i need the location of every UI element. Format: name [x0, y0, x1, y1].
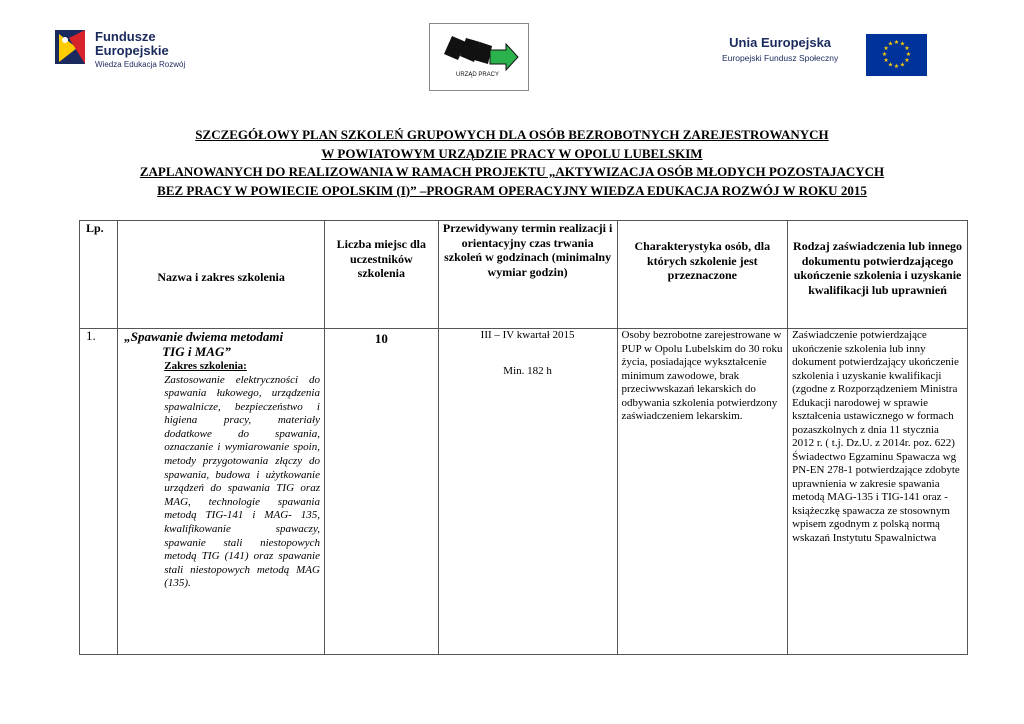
- row-lp: 1.: [80, 329, 118, 655]
- ue-subtitle: Europejski Fundusz Społeczny: [722, 53, 839, 63]
- fe-line1: Fundusze: [95, 29, 156, 44]
- row-name-cell: [118, 329, 325, 655]
- title-line2: W POWIATOWYM URZĄDZIE PRACY W OPOLU LUBELSKIM: [321, 145, 703, 161]
- header-certificate: Rodzaj zaświadczenia lub innego dokumentu potwierdzającego ukończenie szkolenia i uzyskanie kwalifikacji lub uprawnień: [788, 221, 968, 329]
- title-line4: BEZ PRACY W POWIECIE OPOLSKIM (I)” –PROGRAM OPERACYJNY WIEDZA EDUKACJA ROZWÓJ W ROKU 2015: [157, 182, 867, 198]
- header-name: Nazwa i zakres szkolenia: [118, 221, 325, 329]
- scope-label: Zakres szkolenia:: [164, 360, 247, 372]
- header-characteristics: Charakterystyka osób, dla których szkolenie jest przeznaczone: [617, 221, 788, 329]
- svg-text:★: ★: [893, 39, 900, 46]
- course-title-line1: „Spawanie dwiema metodami: [124, 329, 284, 344]
- eu-flag-icon: [866, 34, 927, 76]
- svg-text:★: ★: [893, 63, 900, 70]
- course-title-line2: TIG i MAG”: [162, 344, 231, 359]
- svg-text:★: ★: [904, 57, 910, 64]
- ue-title: Unia Europejska: [729, 35, 832, 50]
- fe-line3: Wiedza Edukacja Rozwój: [95, 60, 186, 69]
- fe-line2: Europejskie: [95, 43, 169, 58]
- fundusze-europejskie-logo: [55, 26, 215, 71]
- table-row: [80, 329, 968, 655]
- svg-text:★: ★: [887, 40, 894, 48]
- fe-star-icon: [55, 28, 91, 68]
- title-line3: ZAPLANOWANYCH DO REALIZOWANIA W RAMACH PROJEKTU „AKTYWIZACJA OSÓB MŁODYCH POZOSTAJACYCH: [139, 164, 885, 179]
- document-title: [60, 126, 964, 200]
- header-places: Liczba miejsc dla uczestników szkolenia: [324, 221, 438, 329]
- svg-text:★: ★: [905, 51, 912, 58]
- urzad-pracy-icon: [430, 24, 528, 90]
- svg-text:★: ★: [883, 45, 889, 52]
- row-characteristics: Osoby bezrobotne zarejestrowane w PUP w Opolu Lubelskim do 30 roku życia, posiadające wykształcenie minimum zawodowe, brak przeciwwskazań lekarskich do odbywania szkolenia potwierdzony zaświadczeniem lekarskim.: [617, 329, 788, 655]
- up-label: URZĄD PRACY: [456, 72, 500, 78]
- svg-text:★: ★: [904, 45, 910, 52]
- row-hours: Min. 182 h: [503, 364, 552, 377]
- svg-text:★: ★: [881, 51, 888, 58]
- unia-europejska-logo: [722, 35, 838, 63]
- row-certificate: Zaświadczenie potwierdzające ukończenie szkolenia lub inny dokument potwierdzający ukończenie szkolenia i uzyskanie kwalifikacji (zgodne z Rozporządzeniem Ministra Edukacji narodowej w sprawie kształcenia ustawicznego w formach pozaszkolnych z dnia 11 stycznia 2012 r. ( t.j. Dz.U. z 2014r. poz. 622) Świadectwo Egzaminu Spawacza wg PN-EN 278-1 potwierdzające zdobyte uprawnienia w zakresie spawania metodą MAG-135 i TIG-141 oraz - książeczkę spawacza ze stosownym wpisem zgodnym z polską normą wskazań Instytutu Spawalnictwa: [788, 329, 968, 655]
- row-term: III – IV kwartał 2015: [480, 329, 575, 341]
- training-plan-table: [79, 220, 968, 655]
- row-term-cell: [438, 329, 617, 655]
- header-lp: Lp.: [80, 221, 118, 329]
- header-term: Przewidywany termin realizacji i orientacyjny czas trwania szkoleń w godzinach (minimalny wymiar godzin): [438, 221, 617, 329]
- svg-text:★: ★: [883, 57, 889, 64]
- title-line1: SZCZEGÓŁOWY PLAN SZKOLEŃ GRUPOWYCH DLA OSÓB BEZROBOTNYCH ZAREJESTROWANYCH: [195, 127, 829, 142]
- urzad-pracy-logo: [429, 23, 529, 91]
- row-places: 10: [324, 329, 438, 655]
- svg-text:★: ★: [887, 61, 894, 69]
- svg-text:★: ★: [899, 61, 906, 69]
- svg-text:★: ★: [899, 40, 906, 48]
- scope-text: Zastosowanie elektryczności do spawania łukowego, urządzenia spawalnicze, bezpieczeństwo i higiena pracy, materiały dodatkowe do spawania, oznaczanie i wymiarowanie spoin, metody przygotowania złączy do spawania, budowa i użytkowanie urządzeń do spawania TIG oraz MAG, technologie spawania metodą TIG-141 i MAG- 135, kwalifikowanie spawaczy, spawanie stali niestopowych metodą TIG (141) oraz spawanie stali niestopowych metodą MAG (135).: [164, 373, 320, 590]
- table-header-row: [80, 221, 968, 329]
